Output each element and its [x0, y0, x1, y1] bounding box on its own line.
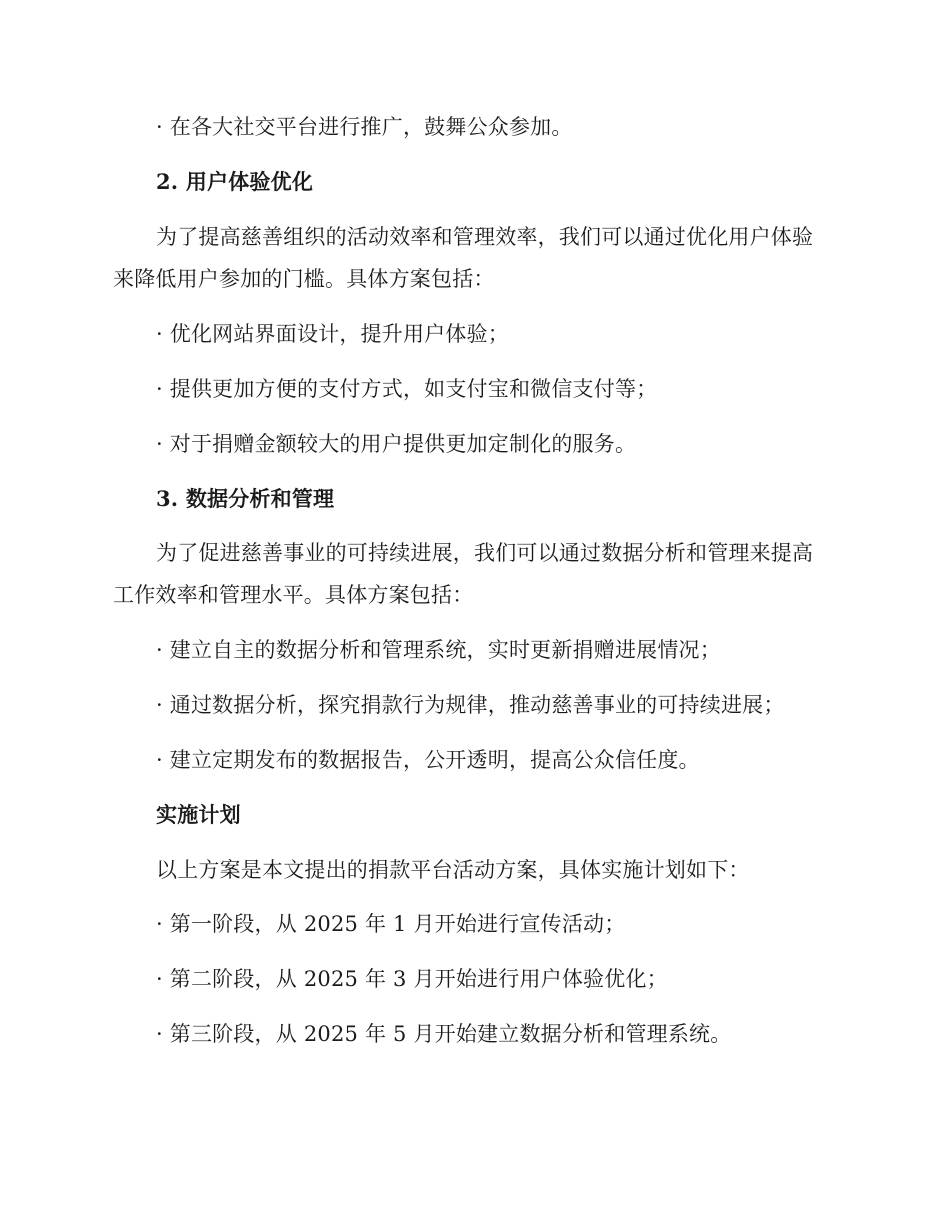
paragraph-data-line1: 为了促进慈善事业的可持续进展，我们可以通过数据分析和管理来提高 — [156, 541, 814, 565]
bullet-promotion: · 在各大社交平台进行推广，鼓舞公众参加。 — [156, 115, 573, 139]
bullet-ux-2: · 提供更加方便的支付方式，如支付宝和微信支付等； — [156, 377, 658, 401]
plan-item-1: · 第一阶段，从 2025 年 1 月开始进行宣传活动； — [156, 912, 626, 936]
bullet-data-2: · 通过数据分析，探究捐款行为规律，推动慈善事业的可持续进展； — [156, 693, 785, 717]
paragraph-ux-line1: 为了提高慈善组织的活动效率和管理效率，我们可以通过优化用户体验 — [156, 225, 814, 249]
plan-item-2: · 第二阶段，从 2025 年 3 月开始进行用户体验优化； — [156, 967, 668, 991]
section-heading-plan: 实施计划 — [156, 802, 241, 827]
plan-item-3: · 第三阶段，从 2025 年 5 月开始建立数据分析和管理系统。 — [156, 1022, 732, 1046]
section-heading-data: 3. 数据分析和管理 — [156, 486, 335, 511]
paragraph-data-line2: 工作效率和管理水平。具体方案包括： — [113, 583, 474, 607]
section-heading-ux: 2. 用户体验优化 — [156, 169, 314, 194]
bullet-data-3: · 建立定期发布的数据报告，公开透明，提高公众信任度。 — [156, 748, 700, 772]
bullet-ux-3: · 对于捐赠金额较大的用户提供更加定制化的服务。 — [156, 432, 637, 456]
bullet-data-1: · 建立自主的数据分析和管理系统，实时更新捐赠进展情况； — [156, 638, 721, 662]
paragraph-ux-line2: 来降低用户参加的门槛。具体方案包括： — [113, 267, 495, 291]
bullet-ux-1: · 优化网站界面设计，提升用户体验； — [156, 322, 509, 346]
paragraph-plan: 以上方案是本文提出的捐款平台活动方案，具体实施计划如下： — [156, 858, 750, 882]
